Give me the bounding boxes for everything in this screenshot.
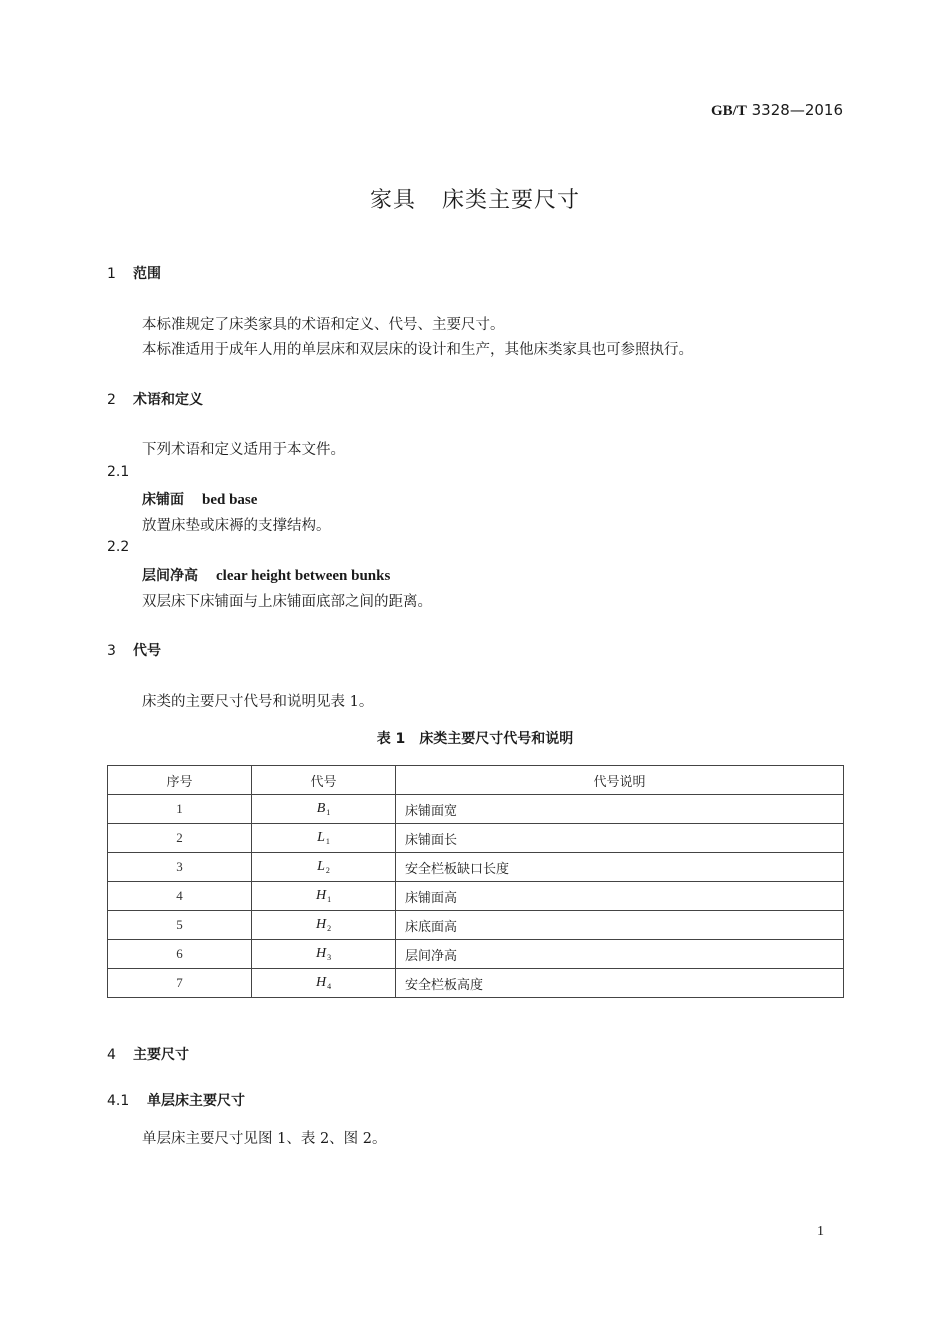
term-number: 2.2	[107, 539, 130, 555]
symbol-table	[107, 765, 844, 998]
term-chinese: 床铺面	[142, 492, 184, 508]
row-number: 5	[108, 911, 252, 940]
title-part2: 床类主要尺寸	[442, 188, 581, 213]
row-number: 3	[108, 853, 252, 882]
table-caption-number: 表 1	[376, 731, 406, 747]
row-number: 4	[108, 882, 252, 911]
row-number: 1	[108, 795, 252, 824]
table-row	[108, 824, 844, 853]
term-heading	[142, 565, 390, 585]
column-header-number: 序号	[108, 766, 252, 795]
section-number: 2	[107, 392, 116, 408]
table-row	[108, 911, 844, 940]
table-caption	[0, 728, 950, 748]
column-header-description: 代号说明	[396, 766, 844, 795]
document-title	[0, 183, 950, 214]
symbol-letter: H	[315, 887, 327, 903]
paragraph: 床类的主要尺寸代号和说明见表 1。	[142, 694, 374, 710]
page-number: 1	[817, 1224, 824, 1239]
row-symbol	[252, 911, 396, 940]
symbol-subscript: 4	[327, 982, 332, 992]
table-caption-title: 床类主要尺寸代号和说明	[419, 731, 574, 747]
term-heading	[142, 489, 257, 509]
section-number: 1	[107, 266, 116, 282]
section-number: 3	[107, 643, 116, 659]
symbol-letter: H	[315, 945, 327, 961]
standard-code	[711, 101, 843, 120]
paragraph: 下列术语和定义适用于本文件。	[142, 442, 345, 458]
term-english: bed base	[202, 492, 258, 508]
row-description: 层间净高	[396, 940, 844, 969]
subsection-number: 4.1	[107, 1093, 130, 1109]
subsection-title: 单层床主要尺寸	[147, 1093, 245, 1109]
section-title: 术语和定义	[133, 392, 203, 408]
section-title: 主要尺寸	[133, 1047, 189, 1063]
symbol-subscript: 3	[327, 953, 332, 963]
row-description: 床铺面宽	[396, 795, 844, 824]
table-row	[108, 969, 844, 998]
row-symbol	[252, 882, 396, 911]
row-symbol	[252, 824, 396, 853]
table-row	[108, 795, 844, 824]
section-title: 代号	[133, 643, 161, 659]
section-title: 范围	[133, 266, 161, 282]
row-description: 床底面高	[396, 911, 844, 940]
row-description: 安全栏板高度	[396, 969, 844, 998]
section-number: 4	[107, 1047, 116, 1063]
row-number: 2	[108, 824, 252, 853]
term-definition: 双层床下床铺面与上床铺面底部之间的距离。	[142, 594, 432, 610]
paragraph: 单层床主要尺寸见图 1、表 2、图 2。	[142, 1131, 387, 1147]
paragraph: 本标准规定了床类家具的术语和定义、代号、主要尺寸。	[142, 317, 505, 333]
table-row	[108, 853, 844, 882]
standard-number: 3328—2016	[751, 101, 843, 119]
symbol-letter: L	[317, 829, 325, 845]
term-chinese: 层间净高	[142, 568, 198, 584]
section-1-heading	[107, 263, 161, 283]
symbol-subscript: 2	[325, 866, 330, 876]
symbol-letter: L	[317, 858, 325, 874]
symbol-letter: H	[315, 916, 327, 932]
row-symbol	[252, 795, 396, 824]
column-header-symbol: 代号	[252, 766, 396, 795]
row-number: 6	[108, 940, 252, 969]
title-part1: 家具	[369, 188, 416, 213]
symbol-subscript: 1	[326, 808, 331, 818]
symbol-subscript: 1	[327, 895, 332, 905]
section-3-heading	[107, 640, 161, 660]
section-4-heading	[107, 1044, 189, 1064]
term-english: clear height between bunks	[216, 568, 391, 584]
symbol-letter: B	[316, 800, 326, 816]
table-header-row	[108, 766, 844, 795]
row-description: 床铺面高	[396, 882, 844, 911]
symbol-subscript: 2	[327, 924, 332, 934]
row-description: 床铺面长	[396, 824, 844, 853]
subsection-4-1-heading	[107, 1090, 245, 1110]
term-number: 2.1	[107, 464, 130, 480]
row-symbol	[252, 853, 396, 882]
table-row	[108, 882, 844, 911]
paragraph: 本标准适用于成年人用的单层床和双层床的设计和生产，其他床类家具也可参照执行。	[142, 342, 693, 358]
term-definition: 放置床垫或床褥的支撑结构。	[142, 518, 331, 534]
standard-prefix: GB/T	[711, 103, 747, 119]
symbol-letter: H	[315, 974, 327, 990]
row-symbol	[252, 969, 396, 998]
symbol-subscript: 1	[325, 837, 330, 847]
row-description: 安全栏板缺口长度	[396, 853, 844, 882]
row-number: 7	[108, 969, 252, 998]
section-2-heading	[107, 389, 203, 409]
row-symbol	[252, 940, 396, 969]
table-row	[108, 940, 844, 969]
